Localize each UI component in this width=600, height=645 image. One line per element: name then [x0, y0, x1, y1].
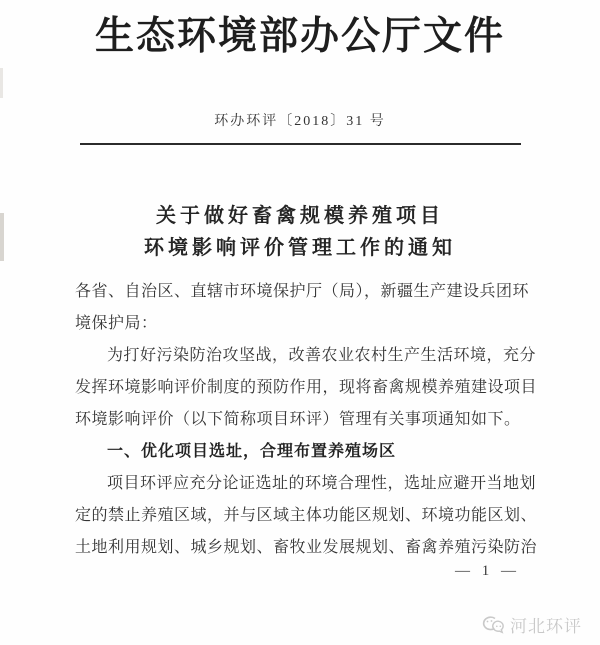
- document-header-title: 生态环境部办公厅文件: [94, 15, 505, 58]
- body-line: 发挥环境影响评价制度的预防作用，现将畜禽规模养殖建设项目: [75, 379, 538, 396]
- watermark-label: 河北环评: [510, 617, 582, 636]
- wechat-logo-icon: [480, 614, 506, 636]
- body-line: 为打好污染防治攻坚战，改善农业农村生产生活环境，充分: [107, 347, 537, 364]
- document-body: [0, 276, 600, 564]
- document-title-line-1: 关于做好畜禽规模养殖项目: [156, 205, 444, 227]
- scan-artifact: [0, 68, 3, 98]
- document-title: [0, 200, 600, 264]
- watermark: [480, 612, 582, 637]
- section-heading: 一、优化项目选址，合理布置养殖场区: [107, 443, 397, 460]
- body-line: 环境影响评价（以下简称项目环评）管理有关事项通知如下。: [75, 411, 521, 428]
- body-line: 项目环评应充分论证选址的环境合理性，选址应避开当地划: [107, 475, 537, 492]
- document-title-line-2: 环境影响评价管理工作的通知: [144, 237, 456, 259]
- body-line: 各省、自治区、直辖市环境保护厅（局），新疆生产建设兵团环: [75, 283, 530, 300]
- body-line: 定的禁止养殖区域，并与区域主体功能区规划、环境功能区划、: [75, 507, 538, 524]
- body-line: 土地利用规划、城乡规划、畜牧业发展规划、畜禽养殖污染防治: [75, 539, 538, 556]
- header-divider-rule: [80, 143, 521, 145]
- document-number: 环办环评〔2018〕31 号: [214, 114, 386, 129]
- page-number: — 1 —: [455, 563, 520, 579]
- scan-artifact: [0, 213, 4, 261]
- body-line: 境保护局：: [75, 315, 158, 332]
